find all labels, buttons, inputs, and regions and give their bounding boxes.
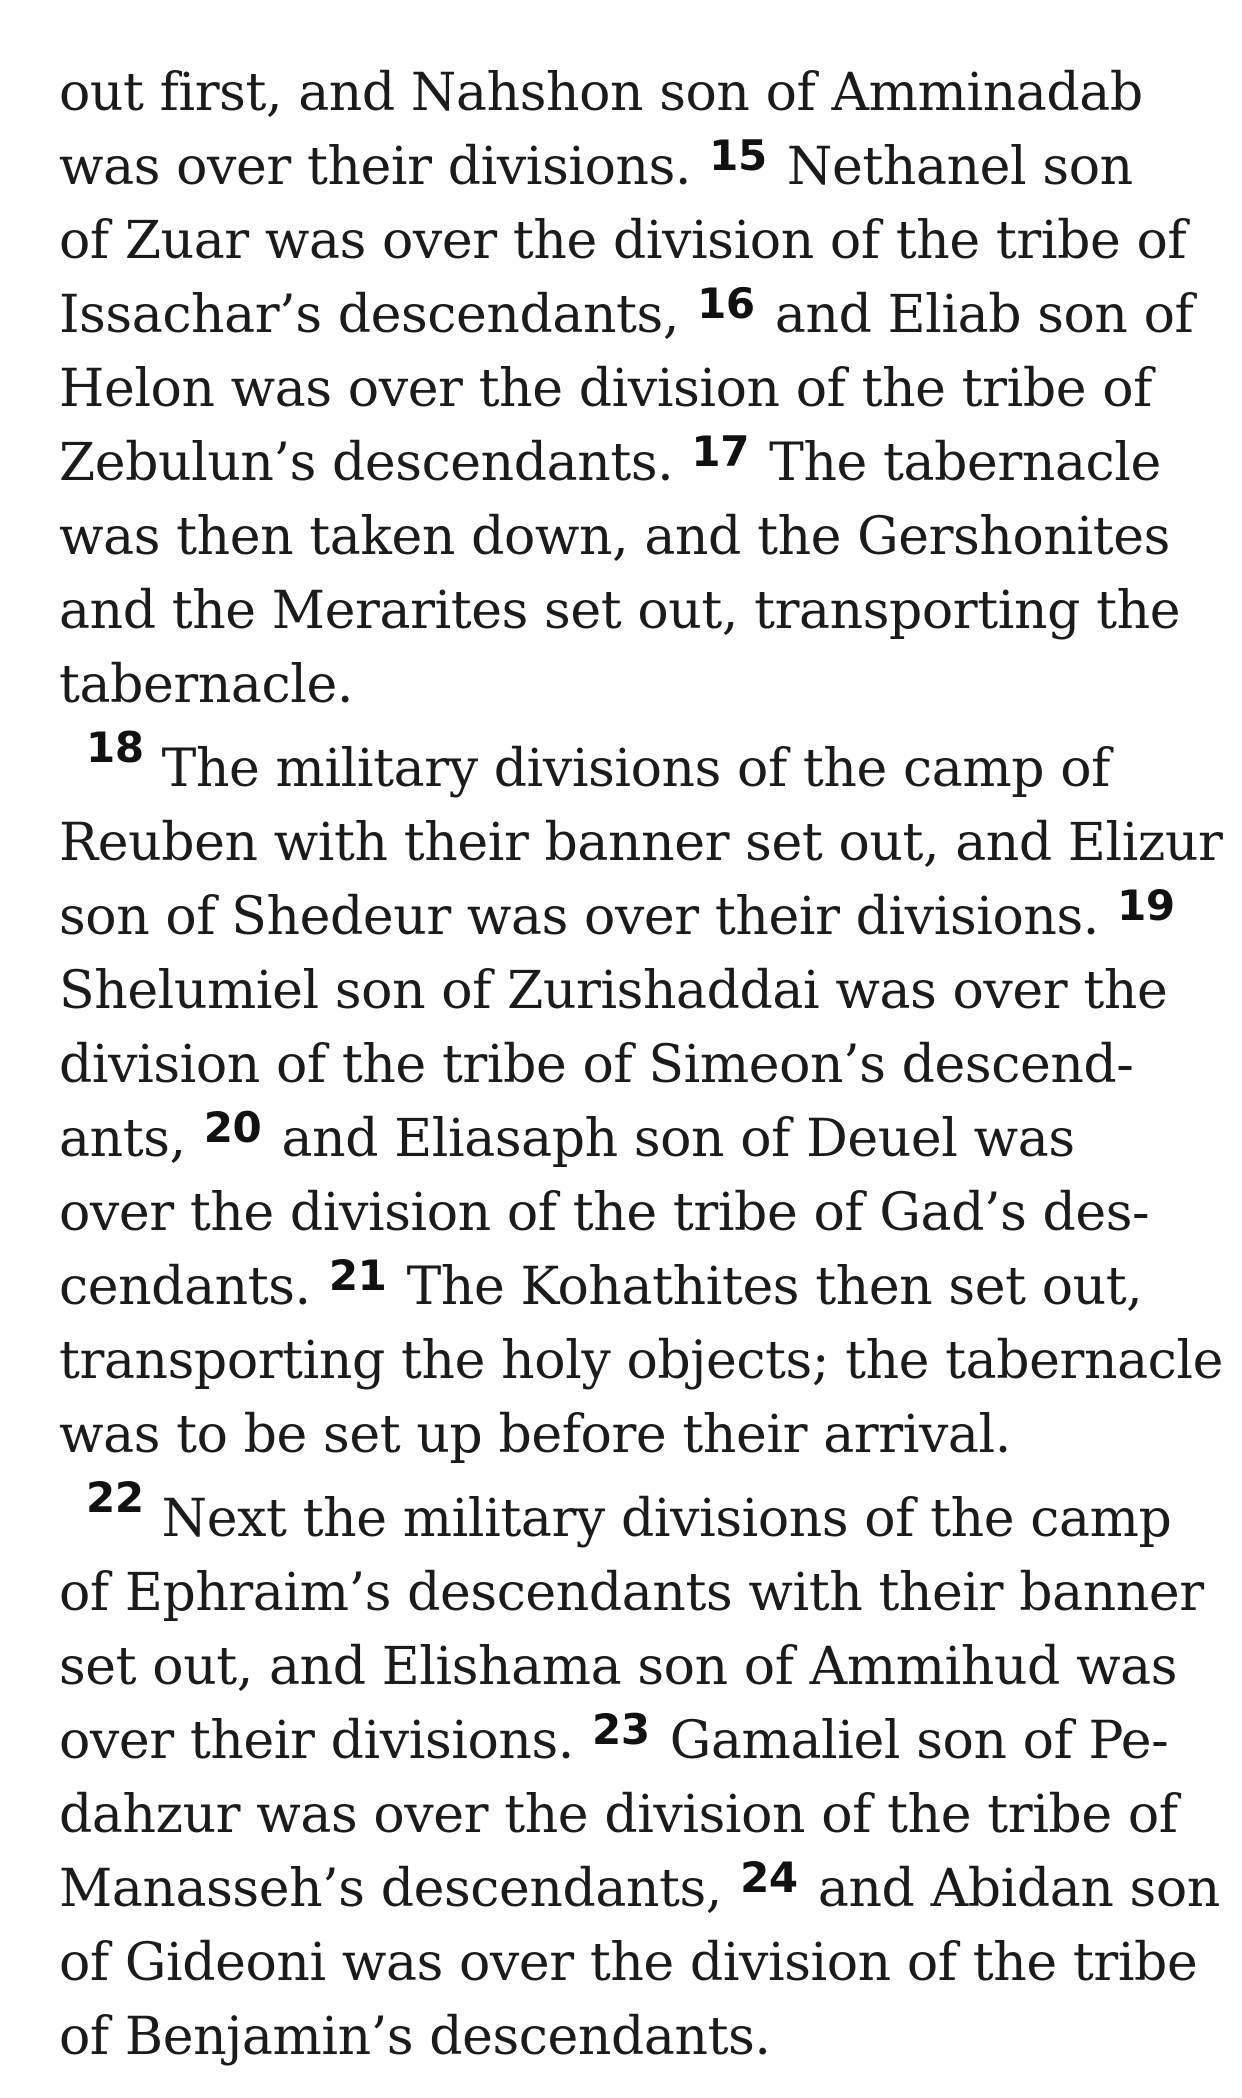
text-run: The military divisions of the camp of bbox=[161, 739, 1111, 799]
text-line bbox=[59, 1324, 1223, 1398]
text-run: The Kohathites then set out, bbox=[390, 1257, 1143, 1317]
paragraph-start-line bbox=[86, 1473, 1172, 1556]
text-line bbox=[59, 500, 1170, 574]
text-run: over their divisions. bbox=[59, 1711, 591, 1771]
text-line bbox=[59, 278, 1193, 352]
text-run: of Gideoni was over the division of the tribe bbox=[59, 1933, 1198, 1993]
text-run: and Eliasaph son of Deuel was bbox=[265, 1109, 1075, 1169]
text-run: son of Shedeur was over their divisions. bbox=[59, 887, 1116, 947]
text-run: Reuben with their banner set out, and Elizur bbox=[59, 813, 1223, 873]
text-line bbox=[59, 130, 1133, 204]
text-run: and Eliab son of bbox=[758, 285, 1194, 345]
verse-number: 16 bbox=[697, 279, 755, 328]
text-run: was to be set up before their arrival. bbox=[59, 1405, 1011, 1465]
text-run: Zebulun’s descendants. bbox=[59, 433, 690, 493]
text-run: Issachar’s descendants, bbox=[59, 285, 696, 345]
text-run: over the division of the tribe of Gad’s des- bbox=[59, 1183, 1150, 1243]
verse-number: 18 bbox=[86, 723, 144, 772]
text-line bbox=[59, 648, 353, 722]
text-line bbox=[59, 574, 1180, 648]
text-run: ants, bbox=[59, 1109, 202, 1169]
text-line bbox=[59, 1556, 1204, 1630]
text-line bbox=[59, 1028, 1133, 1102]
text-line bbox=[59, 1926, 1197, 2000]
text-run: The tabernacle bbox=[753, 433, 1161, 493]
text-run: of Ephraim’s descendants with their banner bbox=[59, 1563, 1204, 1623]
text-run: out first, and Nahshon son of Amminadab bbox=[59, 63, 1143, 123]
text-run: was then taken down, and the Gershonites bbox=[59, 507, 1170, 567]
text-run: transporting the holy objects; the tabernacle bbox=[59, 1331, 1224, 1391]
text-run: dahzur was over the division of the tribe of bbox=[59, 1785, 1178, 1845]
paragraph-start-line bbox=[86, 723, 1111, 806]
text-run: set out, and Elishama son of Ammihud was bbox=[59, 1637, 1178, 1697]
text-run: of Zuar was over the division of the tribe of bbox=[59, 211, 1187, 271]
text-run: and the Merarites set out, transporting the bbox=[59, 581, 1181, 641]
text-line bbox=[59, 352, 1152, 426]
text-line bbox=[59, 1778, 1178, 1852]
text-line bbox=[59, 1398, 1011, 1472]
text-run: Gamaliel son of Pe- bbox=[653, 1711, 1169, 1771]
verse-number: 19 bbox=[1117, 881, 1175, 930]
text-line bbox=[59, 204, 1186, 278]
text-run: Shelumiel son of Zurishaddai was over the bbox=[59, 961, 1168, 1021]
text-run: cendants. bbox=[59, 1257, 327, 1317]
text-line bbox=[59, 954, 1167, 1028]
text-line bbox=[59, 426, 1161, 500]
text-run: Helon was over the division of the tribe of bbox=[59, 359, 1153, 419]
text-line bbox=[59, 56, 1143, 130]
text-line bbox=[59, 806, 1222, 880]
verse-number: 22 bbox=[86, 1473, 144, 1522]
text-line bbox=[59, 1250, 1142, 1324]
verse-number: 17 bbox=[691, 427, 750, 476]
text-run: Next the military divisions of the camp bbox=[161, 1489, 1172, 1549]
text-run: and Abidan son bbox=[801, 1859, 1220, 1919]
text-line bbox=[59, 1630, 1177, 1704]
text-run: Manasseh’s descendants, bbox=[59, 1859, 739, 1919]
text-run: of Benjamin’s descendants. bbox=[59, 2007, 771, 2067]
verse-number: 21 bbox=[328, 1251, 387, 1300]
text-run: division of the tribe of Simeon’s descend- bbox=[59, 1035, 1134, 1095]
text-run: Nethanel son bbox=[770, 137, 1133, 197]
text-line bbox=[59, 1176, 1149, 1250]
verse-number: 23 bbox=[592, 1705, 650, 1754]
text-line bbox=[59, 1852, 1220, 1926]
text-line bbox=[59, 1704, 1168, 1778]
text-run: was over their divisions. bbox=[59, 137, 708, 197]
text-line bbox=[59, 1102, 1075, 1176]
verse-number: 24 bbox=[740, 1853, 798, 1902]
text-line bbox=[59, 2000, 770, 2074]
text-line bbox=[59, 880, 1179, 954]
verse-number: 15 bbox=[709, 131, 767, 180]
text-run: tabernacle. bbox=[59, 655, 353, 715]
verse-number: 20 bbox=[203, 1103, 262, 1152]
